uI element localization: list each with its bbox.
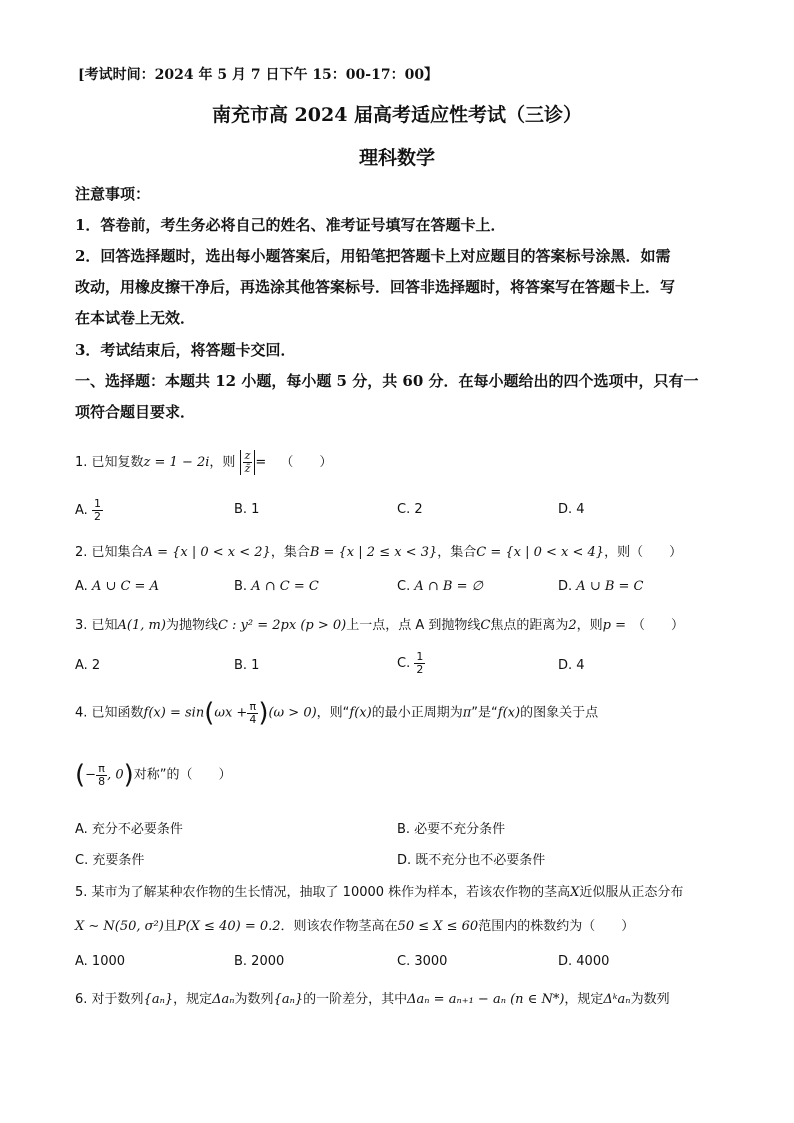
q1-option-a — [75, 498, 103, 523]
question-6-line-1 — [75, 988, 670, 1007]
q1-expr: z = 1 − 2i — [143, 455, 210, 470]
q3-point: A(1, m) — [117, 618, 166, 633]
q4-prefix: 4. 已知函数 — [75, 705, 144, 721]
q1-option-d: D. 4 — [558, 502, 585, 517]
notice-heading: 注意事项： — [75, 185, 151, 203]
q2-mid-1: ，集合 — [270, 545, 310, 560]
q3-paren: （ ） — [632, 618, 685, 633]
q6-suffix: 为数列 — [630, 992, 670, 1007]
question-5-line-1 — [75, 881, 683, 900]
q2-option-b-label: B. — [234, 579, 248, 594]
q4-option-b: B. 必要不充分条件 — [397, 822, 506, 837]
q5-mid: 且 — [163, 919, 177, 934]
q2-set-a: A = {x | 0 < x < 2} — [143, 545, 271, 560]
q2-option-a-text: A ∪ C = A — [91, 579, 159, 594]
q3-option-b: B. 1 — [234, 658, 260, 673]
notice-item-2-line-2: 改动，用橡皮擦干净后，再选涂其他答案标号．回答非选择题时，将答案写在答题卡上．写 — [75, 278, 676, 296]
q1-abs-fraction — [240, 450, 256, 475]
q6-delta: Δaₙ — [212, 992, 235, 1007]
q4-mid-1: ，则“ — [316, 705, 350, 721]
q1-prefix: 1. 已知复数 — [75, 455, 144, 470]
q4-option-a: A. 充分不必要条件 — [75, 822, 183, 837]
question-3 — [75, 614, 684, 633]
q1-option-a-label: A. — [75, 503, 88, 518]
notice-item-2-line-3: 在本试卷上无效． — [75, 309, 196, 327]
q5-option-b: B. 2000 — [234, 954, 285, 969]
q3-option-d: D. 4 — [558, 658, 585, 673]
question-4-line-2: (− $\frac{\pi}{8}$ , 0)对称”的（ ） — [75, 760, 232, 790]
question-2 — [75, 541, 682, 560]
q1-paren: （ ） — [280, 455, 333, 470]
q4-pi-den: 4 — [249, 712, 257, 726]
q6-prefix: 6. 对于数列 — [75, 992, 144, 1007]
q2-option-c-label: C. — [397, 579, 411, 594]
q5-prob: P(X ≤ 40) = 0.2 — [176, 919, 281, 934]
q6-mid-2: 为数列 — [234, 992, 274, 1007]
q4-pi-num: π — [247, 701, 258, 714]
q3-option-c-label: C. — [397, 656, 411, 671]
q2-set-c: C = {x | 0 < x < 4} — [476, 545, 605, 560]
q6-delta-k: Δᵏaₙ — [603, 992, 631, 1007]
q5-line-1: 5. 某市为了解某种农作物的生长情况，抽取了 10000 株作为样本，若该农作物的茎高 — [75, 885, 571, 900]
q5-line-1-end: 近似服从正态分布 — [579, 885, 684, 900]
q3-option-c-num: 1 — [416, 650, 424, 663]
q4-option-d: D. 既不充分也不必要条件 — [397, 853, 546, 868]
q5-suffix: 范围内的株数约为（ ） — [478, 919, 635, 934]
q3-mid-1: 为抛物线 — [165, 618, 218, 633]
q1-option-b: B. 1 — [234, 502, 260, 517]
q3-parabola: C : y² = 2px (p > 0) — [217, 618, 347, 633]
q1-option-a-num: 1 — [93, 497, 101, 510]
q1-option-c: C. 2 — [397, 502, 423, 517]
q5-option-c: C. 3000 — [397, 954, 448, 969]
question-5-line-2 — [75, 915, 634, 934]
question-4-line-1: 4. 已知函数f(x) = sin(ωx + $\frac{\pi}{4}$ )(ω > 0)，则“f(x)的最小正周期为π”是“f(x)的图象关于点 — [75, 698, 599, 728]
q2-option-a — [75, 579, 159, 594]
q2-option-c-text: A ∩ B = ∅ — [414, 579, 483, 594]
question-1 — [75, 450, 332, 475]
q2-option-d — [558, 579, 644, 594]
q5-mid-2: ．则该农作物茎高在 — [280, 919, 398, 934]
q6-seq-2: {aₙ} — [273, 992, 304, 1007]
q4-option-c: C. 充要条件 — [75, 853, 145, 868]
q4-func-left: f(x) = sin — [143, 705, 205, 721]
q3-mid-2: 上一点，点 A 到抛物线 — [346, 618, 481, 633]
notice-item-1: 1．答卷前，考生务必将自己的姓名、准考证号填写在答题卡上． — [75, 216, 506, 234]
q4-point-num: π — [96, 763, 107, 776]
q3-mid-4: ，则 — [576, 618, 603, 633]
q3-mid-3: 焦点的距离为 — [490, 618, 569, 633]
q6-seq-1: {aₙ} — [143, 992, 174, 1007]
q4-fx-1: f(x) — [349, 705, 372, 721]
q1-frac-den: z̄ — [244, 462, 251, 475]
q4-mid-2: 的最小正周期为 — [371, 705, 463, 721]
q2-set-b: B = {x | 2 ≤ x < 3} — [309, 545, 438, 560]
q6-def: Δaₙ = aₙ₊₁ − aₙ (n ∈ N*) — [407, 992, 565, 1007]
q5-option-d: D. 4000 — [558, 954, 610, 969]
q3-two: 2 — [568, 618, 577, 633]
q4-func-inner: ωx + — [214, 705, 248, 721]
subject-title: 理科数学 — [358, 147, 435, 169]
q4-point-den: 8 — [98, 774, 106, 788]
exam-time: [考试时间：2024 年 5 月 7 日下午 15：00-17：00】 — [78, 67, 439, 83]
notice-item-2-line-1: 2．回答选择题时，选出每小题答案后，用铅笔把答题卡上对应题目的答案标号涂黑．如需 — [75, 247, 671, 265]
q3-prefix: 3. 已知 — [75, 618, 118, 633]
q2-option-d-label: D. — [558, 579, 573, 594]
notice-item-3: 3．考试结束后，将答题卡交回． — [75, 341, 296, 359]
q4-mid-4: 的图象关于点 — [520, 705, 599, 721]
q4-pi: π — [462, 705, 472, 721]
q6-mid-1: ，规定 — [173, 992, 213, 1007]
q5-range: 50 ≤ X ≤ 60 — [397, 919, 479, 934]
q2-mid-2: ，集合 — [437, 545, 477, 560]
q2-option-d-text: A ∪ B = C — [576, 579, 644, 594]
q1-middle: ，则 — [209, 455, 236, 470]
q4-point-rest: , 0 — [107, 767, 124, 783]
q1-equals: = — [255, 455, 267, 470]
q4-fx-2: f(x) — [497, 705, 521, 721]
q5-x: X — [570, 885, 580, 900]
q3-c: C — [480, 618, 491, 633]
q1-option-a-den: 2 — [93, 510, 101, 523]
q6-mid-3: 的一阶差分，其中 — [303, 992, 408, 1007]
q2-prefix: 2. 已知集合 — [75, 545, 144, 560]
q5-dist: X ∼ N(50, σ²) — [75, 919, 164, 934]
q2-option-c — [397, 579, 483, 594]
exam-title: 南充市高 2024 届高考适应性考试（三诊） — [211, 104, 583, 126]
q3-option-c — [397, 651, 425, 676]
q2-suffix: ，则（ ） — [604, 545, 683, 560]
q2-option-b-text: A ∩ C = C — [251, 579, 319, 594]
q4-mid-3: ”是“ — [471, 705, 498, 721]
section-heading-line-1: 一、选择题：本题共 12 小题，每小题 5 分，共 60 分．在每小题给出的四个选项中，只有一 — [75, 372, 699, 390]
q3-option-a: A. 2 — [75, 658, 101, 673]
q3-p: p = — [602, 618, 627, 633]
q4-point-minus: − — [85, 767, 97, 783]
q5-option-a: A. 1000 — [75, 954, 126, 969]
q2-option-a-label: A. — [75, 579, 88, 594]
section-heading-line-2: 项符合题目要求． — [75, 403, 196, 421]
q6-mid-4: ，规定 — [564, 992, 604, 1007]
q4-suffix: 对称”的（ ） — [133, 767, 232, 783]
q2-option-b — [234, 579, 319, 594]
q1-frac-num: z — [244, 449, 251, 462]
q3-option-c-den: 2 — [416, 663, 424, 676]
q4-cond: (ω > 0) — [268, 705, 317, 721]
